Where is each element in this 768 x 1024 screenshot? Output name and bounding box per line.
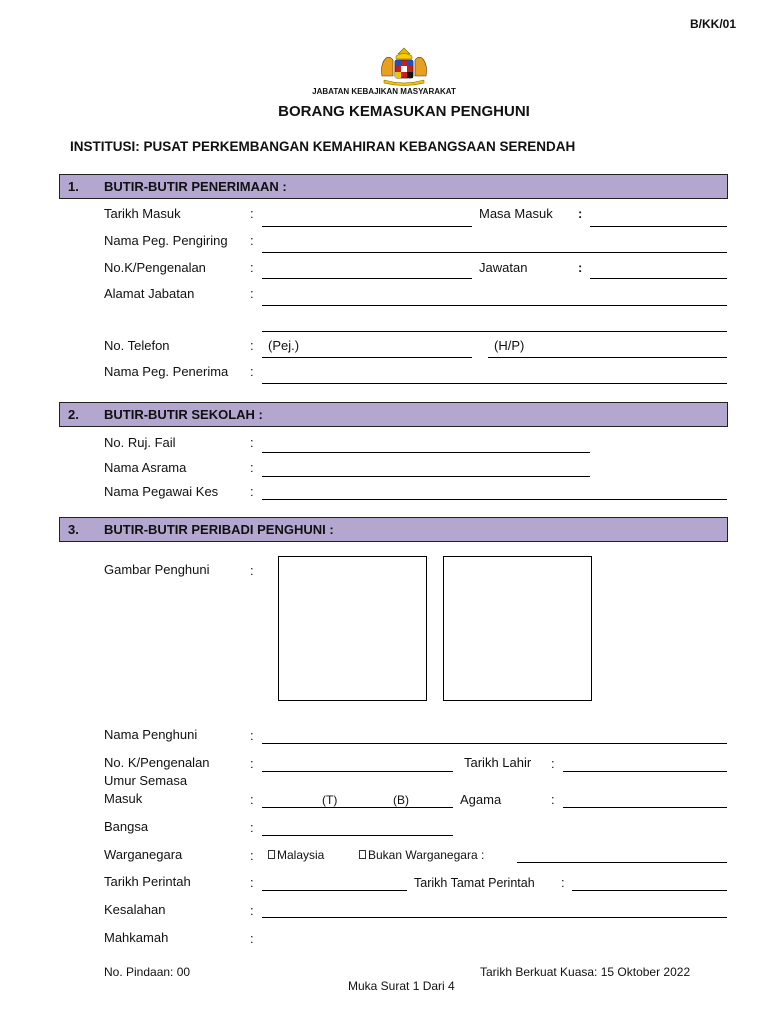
department-name: JABATAN KEBAJIKAN MASYARAKAT — [312, 87, 456, 96]
colon: : — [250, 756, 254, 771]
alamat-jabatan-field-2[interactable] — [262, 331, 727, 332]
colon: : — [250, 364, 254, 379]
colon: : — [578, 206, 583, 221]
form-code: B/KK/01 — [690, 17, 737, 31]
colon: : — [250, 820, 254, 835]
tarikh-perintah-field[interactable] — [262, 890, 407, 891]
colon: : — [250, 903, 254, 918]
photo-box-2[interactable] — [443, 556, 592, 701]
nama-penghuni-field[interactable] — [262, 743, 727, 744]
colon: : — [250, 875, 254, 890]
label-masa-masuk: Masa Masuk — [479, 206, 553, 221]
label-bangsa: Bangsa — [104, 819, 149, 834]
label-pej: (Pej.) — [268, 338, 300, 353]
label-kesalahan: Kesalahan — [104, 902, 166, 917]
kesalahan-field[interactable] — [262, 917, 727, 918]
label-no-kp: No. K/Pengenalan — [104, 755, 210, 770]
section-number: 1. — [68, 179, 79, 194]
telefon-hp-field[interactable] — [488, 357, 727, 358]
institution-title: INSTITUSI: PUSAT PERKEMBANGAN KEMAHIRAN KEBANGSAAN SERENDAH — [70, 139, 576, 154]
form-title: BORANG KEMASUKAN PENGHUNI — [278, 103, 530, 120]
footer-tarikh-berkuat-kuasa: Tarikh Berkuat Kuasa: 15 Oktober 2022 — [480, 965, 691, 979]
jawatan-field[interactable] — [590, 278, 727, 279]
agama-field[interactable] — [563, 807, 727, 808]
label-umur-semasa: Umur Semasa — [104, 773, 188, 788]
colon: : — [561, 875, 565, 890]
section-title: BUTIR-BUTIR SEKOLAH : — [104, 407, 263, 422]
label-tahun: (T) — [322, 793, 338, 807]
masa-masuk-field[interactable] — [590, 226, 727, 227]
label-jawatan: Jawatan — [479, 260, 528, 275]
label-agama: Agama — [460, 792, 502, 807]
no-kp-field[interactable] — [262, 278, 472, 279]
section-1-header — [59, 174, 728, 199]
label-malaysia: Malaysia — [277, 848, 325, 862]
tarikh-masuk-field[interactable] — [262, 226, 472, 227]
label-no-telefon: No. Telefon — [104, 338, 170, 353]
checkbox-malaysia[interactable] — [268, 850, 275, 859]
label-hp: (H/P) — [494, 338, 525, 353]
colon: : — [551, 756, 555, 771]
label-tarikh-lahir: Tarikh Lahir — [464, 755, 532, 770]
section-title: BUTIR-BUTIR PENERIMAAN : — [104, 179, 287, 194]
nama-pegawai-kes-field[interactable] — [262, 499, 727, 500]
no-ruj-fail-field[interactable] — [262, 452, 590, 453]
label-no-kp: No.K/Pengenalan — [104, 260, 206, 275]
telefon-pej-field[interactable] — [262, 357, 472, 358]
bukan-warganegara-field[interactable] — [517, 862, 727, 863]
section-2-header — [59, 402, 728, 427]
colon: : — [250, 460, 254, 475]
label-tarikh-tamat-perintah: Tarikh Tamat Perintah — [414, 876, 535, 890]
nama-peg-pengiring-field[interactable] — [262, 252, 727, 253]
label-nama-penghuni: Nama Penghuni — [104, 727, 198, 742]
colon: : — [250, 728, 254, 743]
colon: : — [578, 260, 583, 275]
label-umur-masuk: Masuk — [104, 791, 143, 806]
coat-of-arms-logo — [376, 46, 432, 86]
section-number: 2. — [68, 407, 79, 422]
tarikh-lahir-field[interactable] — [563, 771, 727, 772]
colon: : — [250, 435, 254, 450]
colon: : — [250, 338, 254, 353]
tarikh-tamat-perintah-field[interactable] — [572, 890, 727, 891]
bangsa-field[interactable] — [262, 835, 453, 836]
footer-no-pindaan: No. Pindaan: 00 — [104, 965, 191, 979]
label-nama-peg-penerima: Nama Peg. Penerima — [104, 364, 229, 379]
label-nama-peg-pengiring: Nama Peg. Pengiring — [104, 233, 228, 248]
footer-page-number: Muka Surat 1 Dari 4 — [348, 979, 455, 993]
colon: : — [250, 260, 254, 275]
section-number: 3. — [68, 522, 79, 537]
checkbox-bukan-warganegara[interactable] — [359, 850, 366, 859]
label-bulan: (B) — [393, 793, 409, 807]
colon: : — [551, 792, 555, 807]
no-kp-field[interactable] — [262, 771, 453, 772]
label-mahkamah: Mahkamah — [104, 930, 169, 945]
label-alamat-jabatan: Alamat Jabatan — [104, 286, 195, 301]
label-nama-pegawai-kes: Nama Pegawai Kes — [104, 484, 219, 499]
colon: : — [250, 563, 254, 578]
colon: : — [250, 931, 254, 946]
nama-asrama-field[interactable] — [262, 476, 590, 477]
colon: : — [250, 206, 254, 221]
section-3-header — [59, 517, 728, 542]
label-no-ruj-fail: No. Ruj. Fail — [104, 435, 176, 450]
label-tarikh-perintah: Tarikh Perintah — [104, 874, 191, 889]
colon: : — [250, 233, 254, 248]
photo-box-1[interactable] — [278, 556, 427, 701]
colon: : — [250, 484, 254, 499]
label-bukan-warganegara: Bukan Warganegara : — [368, 848, 485, 862]
section-title: BUTIR-BUTIR PERIBADI PENGHUNI : — [104, 522, 334, 537]
colon: : — [250, 792, 254, 807]
label-tarikh-masuk: Tarikh Masuk — [104, 206, 181, 221]
umur-field[interactable] — [262, 807, 453, 808]
label-nama-asrama: Nama Asrama — [104, 460, 187, 475]
colon: : — [250, 286, 254, 301]
alamat-jabatan-field-1[interactable] — [262, 305, 727, 306]
colon: : — [250, 848, 254, 863]
nama-peg-penerima-field[interactable] — [262, 383, 727, 384]
label-warganegara: Warganegara — [104, 847, 183, 862]
label-gambar-penghuni: Gambar Penghuni — [104, 562, 210, 577]
